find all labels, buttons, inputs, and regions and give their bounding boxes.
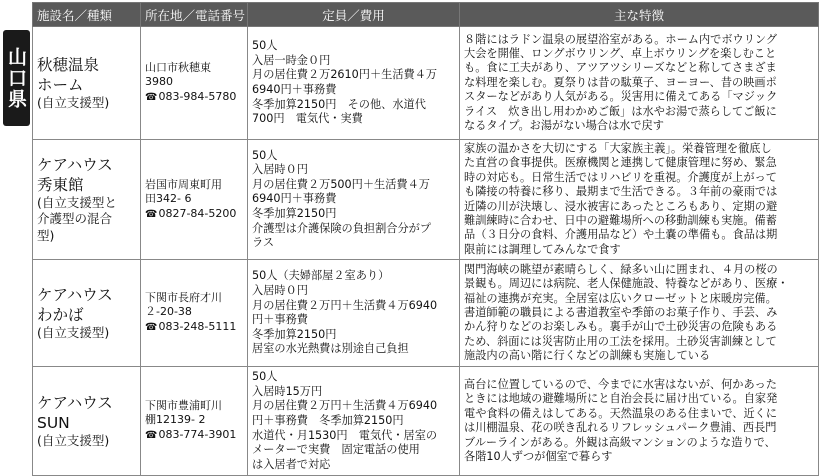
facility-name-cell	[33, 260, 141, 367]
facility-name: 秋穂温泉	[37, 55, 100, 74]
capacity-line: 6940円＋事務費	[252, 192, 337, 206]
features-cell	[460, 27, 819, 140]
capacity-line: 居室の水光熱費は別途自己負担	[252, 342, 409, 356]
facility-name: ホーム	[37, 75, 84, 94]
feature-line: も隣接の特養に移り、最期まで生活できる。３年前の豪雨では	[464, 185, 778, 199]
feature-line: た直営の食事提供。医療機関と連携して健康管理に努め、緊急	[464, 156, 777, 170]
table-row	[33, 140, 819, 260]
header-features: 主な特徴	[460, 3, 819, 27]
facility-name: ケアハウス	[37, 394, 113, 412]
capacity-line: 50人	[252, 39, 278, 53]
feature-line: 家族の温かさを大切にする「大家族主義」。栄養管理を徹底し	[464, 142, 772, 155]
facility-name-cell	[33, 140, 141, 260]
capacity-line: 50人	[252, 370, 278, 384]
facility-name: ケアハウス	[37, 155, 113, 174]
header-capacity: 定員／費用	[248, 3, 460, 27]
table-row	[33, 367, 819, 476]
capacity-line: 6940円＋事務費	[252, 83, 337, 96]
feature-line: 各階10人ずつが個室で暮らす	[464, 450, 613, 464]
capacity-line: 入居時15万円	[252, 384, 323, 398]
capacity-line: 入居一時金０円	[252, 53, 331, 67]
capacity-line: 月の居住費２万円＋生活費４万6940	[252, 298, 438, 312]
header-address: 所在地／電話番号	[141, 3, 248, 27]
capacity-line: は入居者で対応	[252, 457, 331, 471]
feature-line: な料理を楽しむ。夏祭りは昔の駄菓子、ヨーヨー、昔の映画ポ	[464, 75, 777, 89]
address-line: 棚12139- 2	[145, 413, 206, 427]
features-cell	[460, 260, 819, 367]
phone-number: ☎ 083-248-5111	[145, 320, 243, 335]
feature-line: も。食に工夫があり、アツアツシリーズなどと称してさまざま	[464, 61, 777, 75]
feature-line: 大会を開催、ロングボウリング、卓上ボウリングを楽しむこと	[464, 46, 777, 60]
feature-line: 福祉の連携が充実。全居室は広いクローゼットと床暖房完備。	[464, 291, 777, 305]
feature-line: 景観も。周辺には病院、老人保健施設、特養などがあり、医療・	[464, 277, 789, 291]
feature-line: 関門海峡の眺望が素晴らしく、緑多い山に囲まれ、４月の桜の	[464, 262, 778, 276]
capacity-cost-cell	[248, 367, 460, 476]
address-cell	[141, 260, 248, 367]
table-header-row	[33, 3, 819, 27]
feature-line: 書道師範の職員による書道教室や季節のお菓子作り、手芸、み	[464, 306, 778, 320]
feature-line: は川棚温泉、花の咲き乱れるリフレッシュパーク豊浦、西長門	[464, 421, 777, 435]
facility-type: (自立支援型)	[37, 325, 110, 340]
address-line: 下関市長府才川	[145, 291, 222, 305]
capacity-line: メーターで実費 固定電話の使用	[252, 443, 420, 457]
capacity-line: 介護型は介護保険の負担割合分がプ	[252, 221, 432, 235]
capacity-line: 50人	[252, 148, 278, 162]
table-row	[33, 27, 819, 140]
feature-line: ライス 炊き出し用わかめご飯」は水やお湯で蒸らしてご飯に	[464, 104, 777, 118]
capacity-line: 冬季加算2150円	[252, 327, 337, 341]
feature-line: スターなどがあり人気がある。災害用に備えてある「マジック	[464, 90, 778, 104]
capacity-line: 月の居住費２万円＋生活費４万6940	[252, 399, 438, 413]
phone-number: ☎ 083-774-3901	[145, 428, 243, 443]
features-cell	[460, 367, 819, 476]
capacity-cost-cell	[248, 140, 460, 260]
capacity-line: 700円 電気代・実費	[252, 112, 363, 126]
facility-name: わかば	[37, 306, 84, 324]
capacity-cost-cell	[248, 260, 460, 367]
address-line: ２-20-38	[145, 305, 192, 319]
capacity-line: 月の居住費２万500円＋生活費４万	[252, 177, 430, 191]
feature-line: ブルーラインがある。外観は高級マンションのような造りで、	[464, 435, 776, 449]
facility-type: 介護型の混合	[37, 211, 113, 227]
feature-line: ため、斜面には災害防止用の工法を採用。土砂災害訓練として	[464, 334, 777, 348]
table-row	[33, 260, 819, 367]
facility-name-cell	[33, 27, 141, 140]
feature-line: ときには地域の避難場所にと自治会長に届け出ている。自家発	[464, 392, 778, 406]
address-cell	[141, 140, 248, 260]
prefecture-label: 山口県	[3, 30, 30, 126]
address-cell	[141, 27, 248, 140]
facility-name: ケアハウス	[37, 286, 113, 304]
capacity-line: 円＋事務費	[252, 313, 308, 327]
feature-line: 近隣の川が決壊し、浸水被害にあったところもあり、定期の避	[464, 199, 778, 213]
feature-line: 品（３日分の食料、介護用品など）や土嚢の準備も。食品は期	[464, 228, 778, 242]
feature-line: 難訓練時に合わせ、日中の避難場所への移動訓練も実施。備蓄	[464, 214, 777, 228]
capacity-line: ラス	[252, 236, 275, 250]
feature-line: ８階にはラドン温泉の展望浴室がある。ホーム内でボウリング	[464, 32, 778, 46]
capacity-line: 冬季加算2150円 その他、水道代	[252, 97, 426, 111]
feature-line: かん狩りなどのお楽しみも。裏手が山で土砂災害の危険もある	[464, 320, 778, 334]
address-line: 下関市豊浦町川	[145, 399, 222, 413]
facility-type: 型)	[37, 227, 55, 243]
feature-line: 施設内の高い階に行くなどの訓練も実施している	[464, 349, 711, 363]
address-line: 田342- 6	[145, 191, 192, 205]
facility-type: (自立支援型)	[37, 433, 110, 448]
capacity-line: 水道代・月1530円 電気代・居室の	[252, 428, 438, 442]
facility-name: 秀東館	[37, 175, 84, 194]
capacity-cost-cell	[248, 27, 460, 140]
feature-line: なるタイプ。お湯がない場合は水で戻す	[464, 119, 664, 133]
features-cell	[460, 140, 819, 260]
facility-type: (自立支援型)	[37, 94, 110, 110]
feature-line: 高台に位置しているので、今までに水害はないが、何かあった	[464, 378, 777, 392]
facility-table	[32, 2, 819, 476]
feature-line: 電や食料の備えはしてある。天然温泉のある住まいで、近くに	[464, 406, 778, 420]
address-line: 山口市秋穂東	[145, 61, 211, 74]
address-cell	[141, 367, 248, 476]
facility-name-cell	[33, 367, 141, 476]
address-line: 3980	[145, 75, 173, 88]
capacity-line: 50人（夫婦部屋２室あり）	[252, 269, 390, 283]
facility-name: SUN	[37, 414, 70, 432]
address-line: 岩国市周東町用	[145, 177, 222, 191]
phone-number: ☎ 0827-84-5200	[145, 207, 243, 222]
capacity-line: 入居時０円	[252, 163, 308, 177]
capacity-line: 入居時０円	[252, 284, 308, 298]
facility-type: (自立支援型と	[37, 194, 117, 210]
capacity-line: 月の居住費２万2610円＋生活費４万	[252, 68, 438, 82]
capacity-line: 円＋事務費 冬季加算2150円	[252, 413, 404, 427]
header-facility-name: 施設名／種類	[33, 3, 141, 27]
feature-line: 時の対応も。日常生活ではリハビリを重視。介護度が上がって	[464, 170, 777, 184]
phone-number: ☎ 083-984-5780	[145, 90, 243, 105]
feature-line: 限前には調理してみんなで食す	[464, 242, 621, 256]
capacity-line: 冬季加算2150円	[252, 206, 337, 220]
